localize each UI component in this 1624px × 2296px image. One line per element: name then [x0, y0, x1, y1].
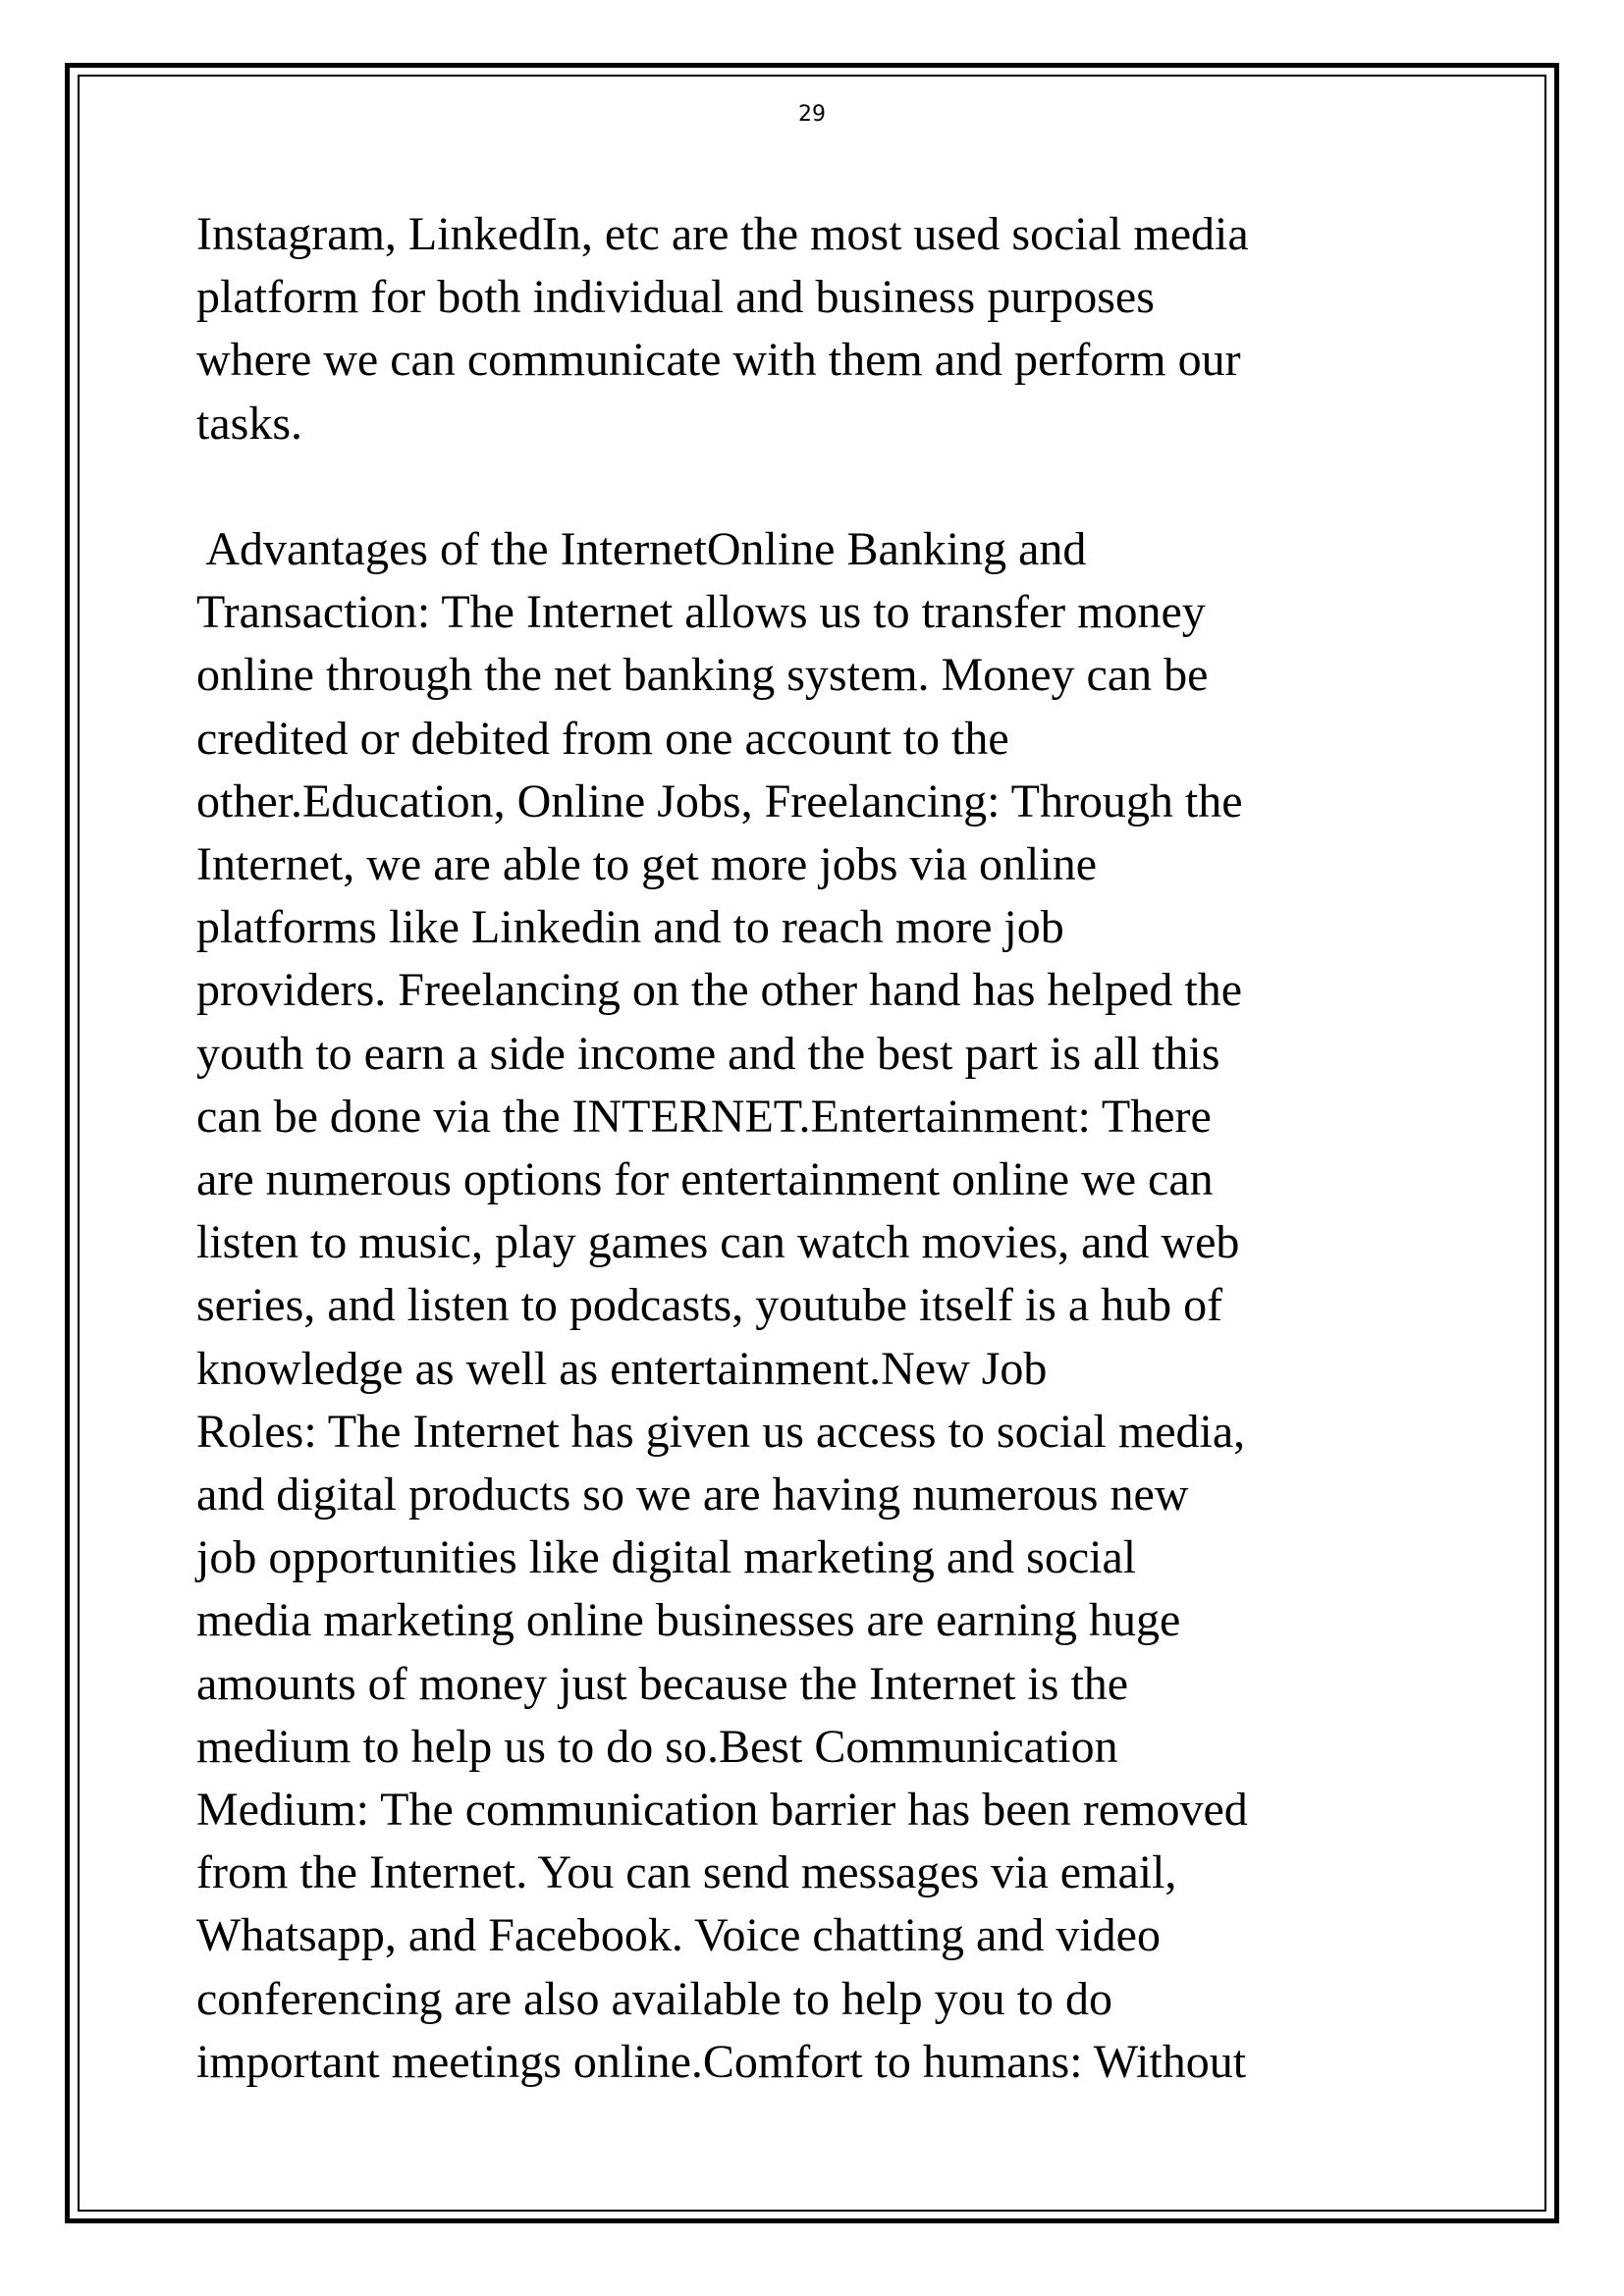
text-line: from the Internet. You can send messages via email, — [196, 1846, 1177, 1899]
text-line: job opportunities like digital marketing and social — [196, 1531, 1137, 1584]
text-line: Transaction: The Internet allows us to transfer money — [196, 586, 1206, 639]
text-line: Roles: The Internet has given us access to social media, — [196, 1405, 1246, 1458]
body-text — [196, 203, 1473, 2094]
text-line: where we can communicate with them and perform our — [196, 334, 1241, 387]
text-line: can be done via the INTERNET.Entertainment: There — [196, 1090, 1212, 1143]
text-line: important meetings online.Comfort to humans: Without — [196, 2035, 1247, 2088]
text-line: platform for both individual and business purposes — [196, 271, 1155, 324]
text-line: knowledge as well as entertainment.New Job — [196, 1342, 1048, 1395]
text-line: Instagram, LinkedIn, etc are the most used social media — [196, 208, 1249, 260]
paragraph-gap — [196, 455, 1473, 518]
text-line: series, and listen to podcasts, youtube itself is a hub of — [196, 1279, 1223, 1332]
text-line: Internet, we are able to get more jobs via online — [196, 838, 1097, 891]
text-line: providers. Freelancing on the other hand has helped the — [196, 964, 1242, 1017]
text-line: Whatsapp, and Facebook. Voice chatting and video — [196, 1909, 1161, 1962]
text-line: platforms like Linkedin and to reach more job — [196, 901, 1064, 954]
text-line: medium to help us to do so.Best Communication — [196, 1720, 1118, 1773]
text-line: listen to music, play games can watch movies, and web — [196, 1216, 1240, 1269]
text-line: and digital products so we are having numerous new — [196, 1468, 1189, 1522]
text-line: Advantages of the InternetOnline Banking and — [196, 523, 1087, 575]
text-line: other.Education, Online Jobs, Freelancing: Through the — [196, 774, 1243, 828]
page-number: 29 — [798, 102, 826, 127]
text-line: Medium: The communication barrier has been removed — [196, 1784, 1248, 1837]
text-line: amounts of money just because the Internet is the — [196, 1657, 1129, 1710]
paragraph-2 — [196, 518, 1473, 2094]
text-line: conferencing are also available to help you to do — [196, 1972, 1112, 2025]
text-line: youth to earn a side income and the best part is all this — [196, 1027, 1220, 1080]
text-line: online through the net banking system. Money can be — [196, 649, 1209, 702]
text-line: are numerous options for entertainment online we can — [196, 1153, 1214, 1206]
text-line: tasks. — [196, 397, 302, 450]
text-line: media marketing online businesses are earning huge — [196, 1594, 1181, 1647]
text-line: credited or debited from one account to the — [196, 712, 1009, 765]
paragraph-1 — [196, 203, 1473, 455]
